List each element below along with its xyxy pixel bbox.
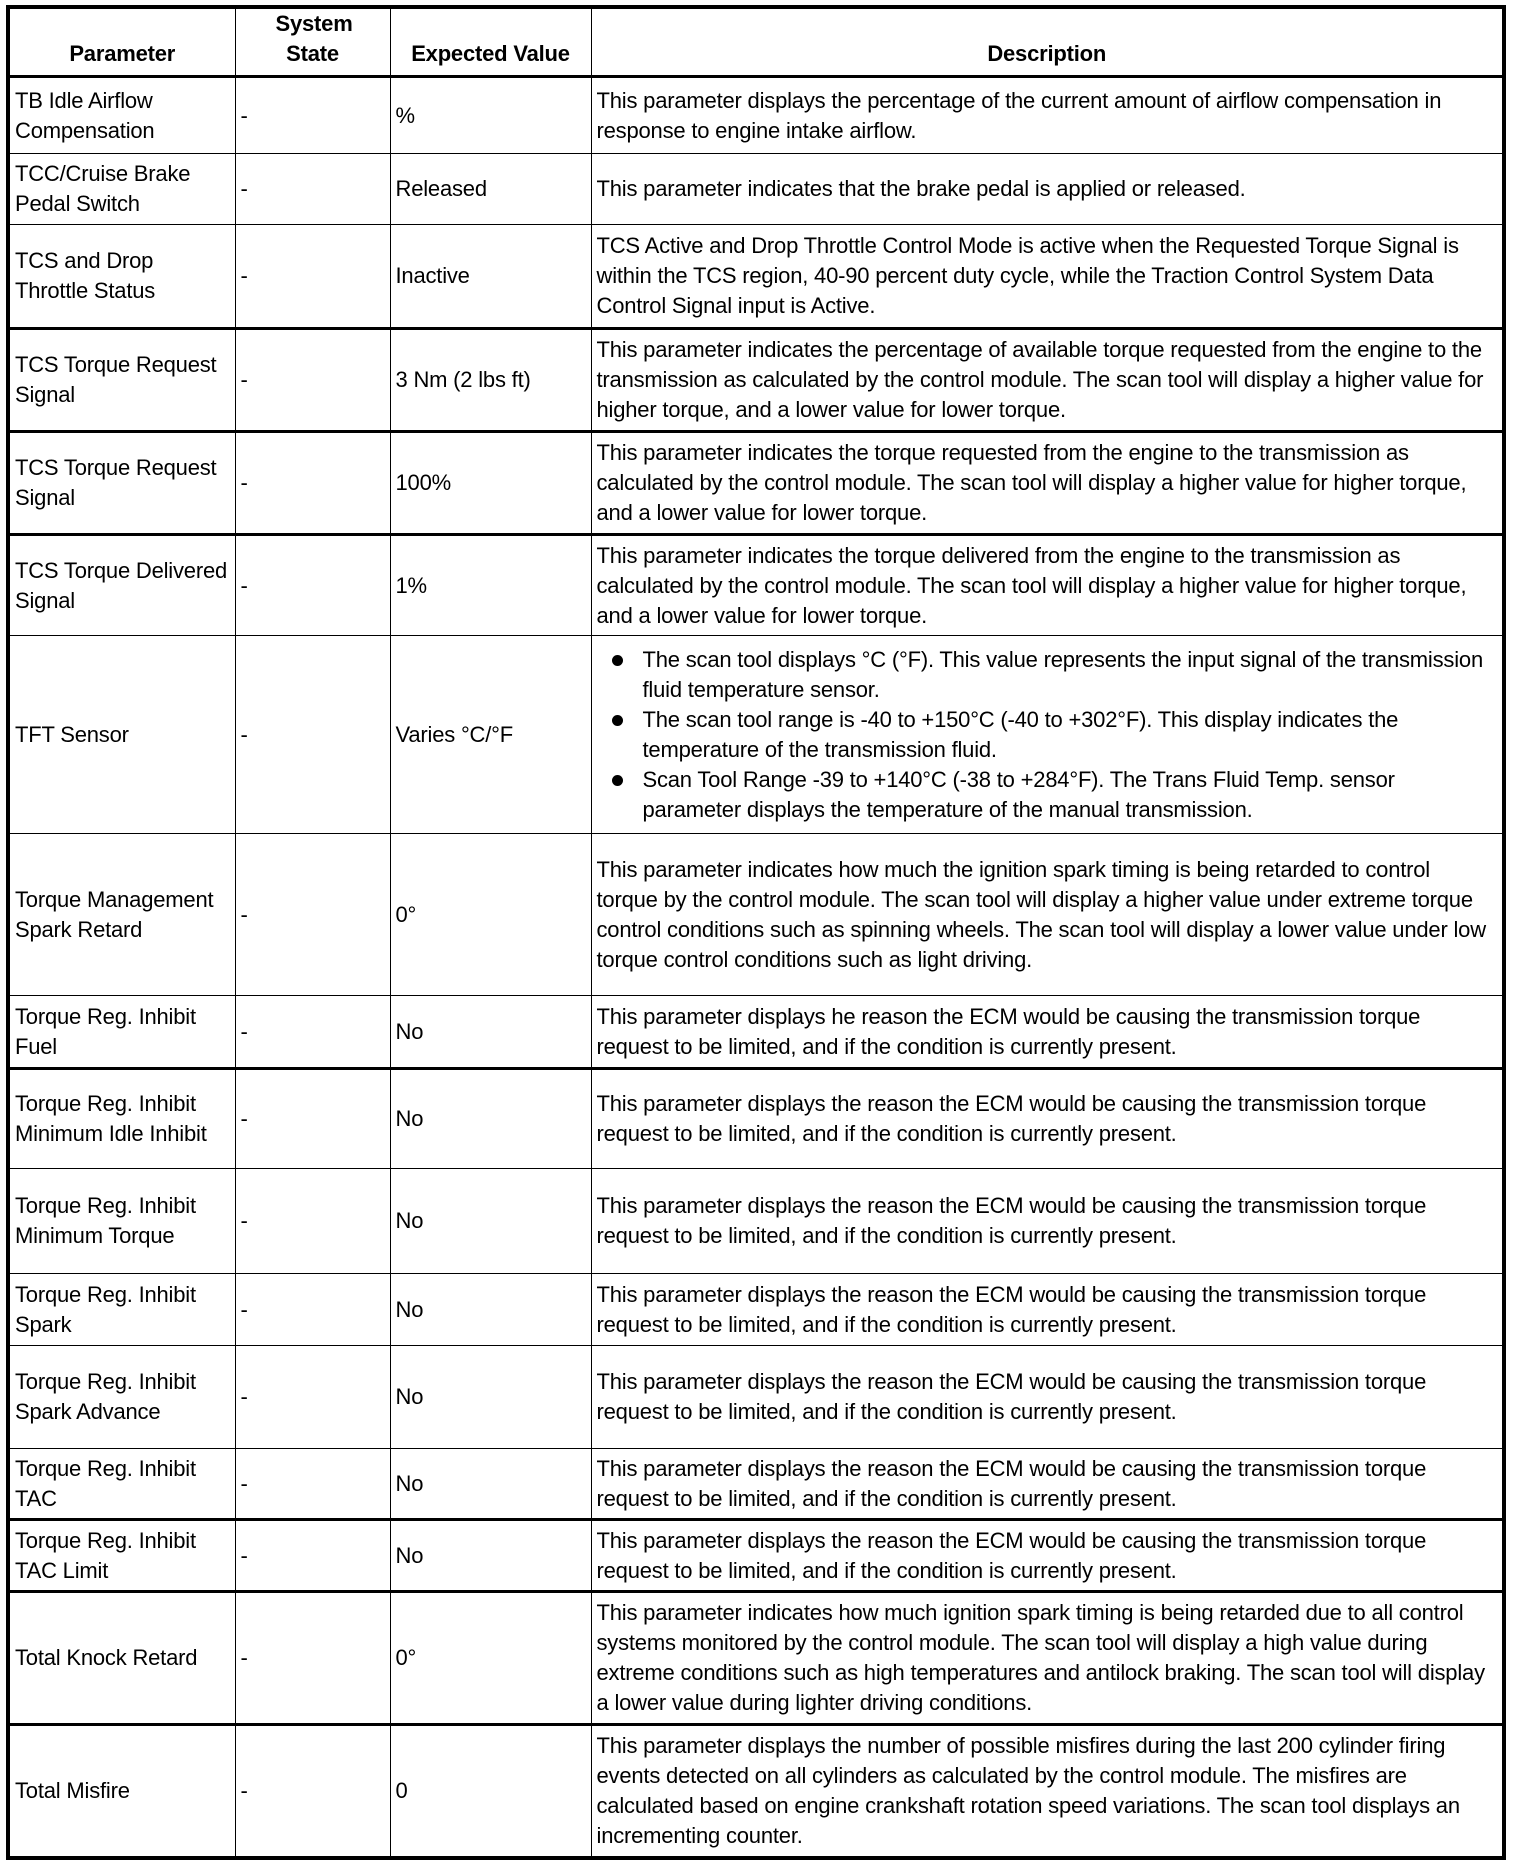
description-bullet-item [643, 645, 1497, 705]
bullet-text: The scan tool range is -40 to +150°C (-40 to +302°F). This display indicates the temperature of the transmission fluid. [642, 706, 1399, 762]
table-row [8, 77, 1504, 154]
description-cell: This parameter indicates how much the ignition spark timing is being retarded to control torque by the control module. The scan tool will display a higher value under extreme torque control conditions such as spinning wheels. The scan tool will display a lower value under low torque control conditions such as light driving. [591, 834, 1504, 996]
expected-value-cell: No [390, 996, 591, 1069]
parameter-cell: TB Idle Airflow Compensation [8, 77, 235, 154]
parameter-cell: TCS Torque Delivered Signal [8, 535, 235, 636]
description-cell: This parameter displays the reason the ECM would be causing the transmission torque request to be limited, and if the condition is currently present. [591, 1520, 1504, 1592]
parameter-cell: TCS Torque Request Signal [8, 329, 235, 432]
header-row [8, 7, 1504, 77]
parameter-cell: TCS and Drop Throttle Status [8, 225, 235, 329]
system-state-cell: - [235, 1449, 390, 1520]
system-state-cell: - [235, 834, 390, 996]
description-cell: This parameter displays the reason the ECM would be causing the transmission torque request to be limited, and if the condition is currently present. [591, 1449, 1504, 1520]
table-row [8, 329, 1504, 432]
expected-value-cell: No [390, 1069, 591, 1169]
description-cell: This parameter displays the percentage of the current amount of airflow compensation in response to engine intake airflow. [591, 77, 1504, 154]
expected-value-cell: No [390, 1169, 591, 1274]
parameter-cell: Torque Management Spark Retard [8, 834, 235, 996]
description-cell: This parameter indicates the torque requested from the engine to the transmission as calculated by the control module. The scan tool will display a higher value for higher torque, and a lower value for lower torque. [591, 432, 1504, 535]
expected-value-cell: Released [390, 154, 591, 225]
expected-value-cell: Varies °C/°F [390, 636, 591, 834]
table-row [8, 1169, 1504, 1274]
header-parameter: Parameter [8, 7, 235, 77]
bullet-icon [612, 775, 623, 786]
parameter-cell: Torque Reg. Inhibit Minimum Idle Inhibit [8, 1069, 235, 1169]
header-expected-value: Expected Value [390, 7, 591, 77]
expected-value-cell: No [390, 1346, 591, 1449]
parameter-cell: Torque Reg. Inhibit Spark Advance [8, 1346, 235, 1449]
system-state-cell: - [235, 636, 390, 834]
system-state-cell: - [235, 535, 390, 636]
description-bullet-item [643, 765, 1497, 825]
table-row [8, 1520, 1504, 1592]
table-row [8, 535, 1504, 636]
description-cell: This parameter indicates the percentage of available torque requested from the engine to the transmission as calculated by the control module. The scan tool will display a higher value for higher torque, and a lower value for lower torque. [591, 329, 1504, 432]
table-row [8, 225, 1504, 329]
description-cell: This parameter displays the reason the ECM would be causing the transmission torque request to be limited, and if the condition is currently present. [591, 1169, 1504, 1274]
system-state-cell: - [235, 1592, 390, 1725]
description-bullet-list [597, 645, 1497, 825]
description-cell: This parameter displays the reason the ECM would be causing the transmission torque request to be limited, and if the condition is currently present. [591, 1274, 1504, 1346]
system-state-cell: - [235, 154, 390, 225]
expected-value-cell: 0° [390, 834, 591, 996]
table-row [8, 432, 1504, 535]
description-cell: This parameter indicates the torque delivered from the engine to the transmission as calculated by the control module. The scan tool will display a higher value for higher torque, and a lower value for lower torque. [591, 535, 1504, 636]
system-state-cell: - [235, 1274, 390, 1346]
parameter-cell: Torque Reg. Inhibit Spark [8, 1274, 235, 1346]
parameter-cell: Torque Reg. Inhibit Fuel [8, 996, 235, 1069]
table-row [8, 1725, 1504, 1858]
description-cell: This parameter displays the reason the ECM would be causing the transmission torque request to be limited, and if the condition is currently present. [591, 1069, 1504, 1169]
expected-value-cell: 0 [390, 1725, 591, 1858]
table-row [8, 1346, 1504, 1449]
system-state-cell: - [235, 996, 390, 1069]
description-cell [591, 636, 1504, 834]
description-cell: This parameter displays he reason the ECM would be causing the transmission torque request to be limited, and if the condition is currently present. [591, 996, 1504, 1069]
parameter-cell: Torque Reg. Inhibit Minimum Torque [8, 1169, 235, 1274]
parameter-cell: TFT Sensor [8, 636, 235, 834]
expected-value-cell: 0° [390, 1592, 591, 1725]
system-state-cell: - [235, 1069, 390, 1169]
bullet-icon [612, 715, 623, 726]
expected-value-cell: No [390, 1520, 591, 1592]
parameter-cell: Torque Reg. Inhibit TAC Limit [8, 1520, 235, 1592]
expected-value-cell: 100% [390, 432, 591, 535]
table-row [8, 1449, 1504, 1520]
parameter-cell: TCS Torque Request Signal [8, 432, 235, 535]
parameter-cell: Total Misfire [8, 1725, 235, 1858]
bullet-text: Scan Tool Range -39 to +140°C (-38 to +284°F). The Trans Fluid Temp. sensor parameter displays the temperature of the manual transmission. [642, 766, 1395, 822]
table-row [8, 1274, 1504, 1346]
table-row [8, 636, 1504, 834]
description-cell: This parameter indicates that the brake pedal is applied or released. [591, 154, 1504, 225]
system-state-cell: - [235, 225, 390, 329]
description-cell: This parameter displays the number of possible misfires during the last 200 cylinder firing events detected on all cylinders as calculated by the control module. The misfires are calculated based on engine crankshaft rotation speed variations. The scan tool displays an incrementing counter. [591, 1725, 1504, 1858]
expected-value-cell: Inactive [390, 225, 591, 329]
system-state-cell: - [235, 1725, 390, 1858]
header-description: Description [591, 7, 1504, 77]
bullet-text: The scan tool displays °C (°F). This value represents the input signal of the transmission fluid temperature sensor. [642, 646, 1483, 702]
system-state-cell: - [235, 329, 390, 432]
table-row [8, 834, 1504, 996]
system-state-cell: - [235, 1169, 390, 1274]
parameter-cell: Total Knock Retard [8, 1592, 235, 1725]
expected-value-cell: 1% [390, 535, 591, 636]
description-cell: This parameter indicates how much ignition spark timing is being retarded due to all control systems monitored by the control module. The scan tool will display a high value during extreme conditions such as high temperatures and antilock braking. The scan tool will display a lower value during lighter driving conditions. [591, 1592, 1504, 1725]
description-cell: This parameter displays the reason the ECM would be causing the transmission torque request to be limited, and if the condition is currently present. [591, 1346, 1504, 1449]
system-state-cell: - [235, 1520, 390, 1592]
header-system-state: System State [235, 7, 390, 77]
table-row [8, 1069, 1504, 1169]
bullet-icon [612, 655, 623, 666]
system-state-cell: - [235, 1346, 390, 1449]
table-row [8, 1592, 1504, 1725]
description-cell: TCS Active and Drop Throttle Control Mode is active when the Requested Torque Signal is within the TCS region, 40-90 percent duty cycle, while the Traction Control System Data Control Signal input is Active. [591, 225, 1504, 329]
parameter-table [6, 5, 1506, 1860]
expected-value-cell: 3 Nm (2 lbs ft) [390, 329, 591, 432]
expected-value-cell: No [390, 1449, 591, 1520]
parameter-cell: Torque Reg. Inhibit TAC [8, 1449, 235, 1520]
parameter-cell: TCC/Cruise Brake Pedal Switch [8, 154, 235, 225]
description-bullet-item [643, 705, 1497, 765]
system-state-cell: - [235, 432, 390, 535]
table-row [8, 154, 1504, 225]
expected-value-cell: No [390, 1274, 591, 1346]
expected-value-cell: % [390, 77, 591, 154]
system-state-cell: - [235, 77, 390, 154]
table-row [8, 996, 1504, 1069]
